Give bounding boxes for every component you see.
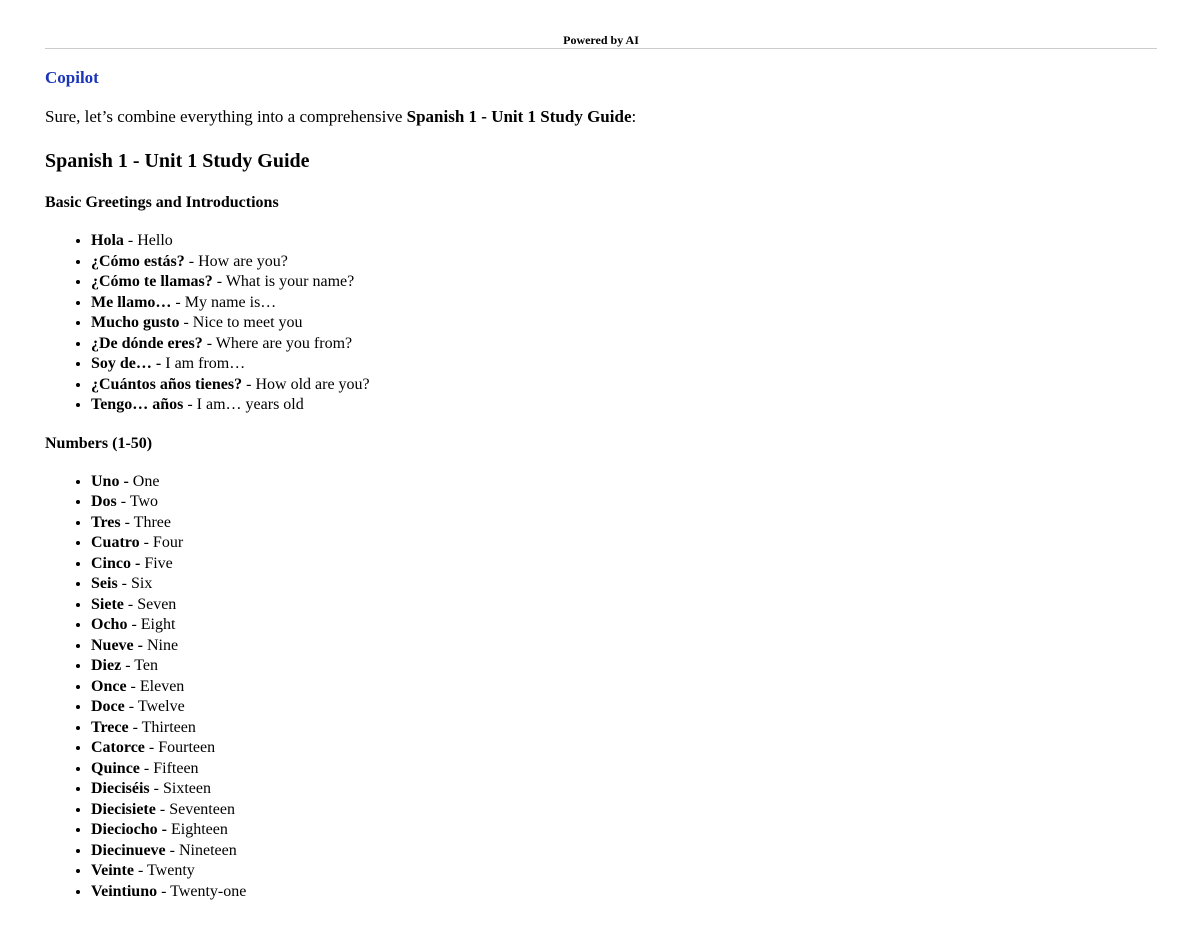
copilot-label: Copilot — [45, 68, 99, 87]
vocab-separator: - — [242, 375, 256, 393]
vocab-term: Dieciocho - — [91, 821, 167, 838]
vocab-term: Ocho — [91, 616, 128, 633]
vocab-item — [91, 656, 1157, 677]
vocab-item — [91, 841, 1157, 862]
vocab-meaning: I am from… — [165, 355, 246, 372]
powered-by-header: Powered by AI — [45, 0, 1157, 49]
vocab-item — [91, 395, 1157, 416]
vocab-separator: - — [116, 493, 130, 510]
vocab-term: Diez — [91, 657, 122, 674]
vocab-term: Quince — [91, 759, 140, 777]
vocab-separator: - — [171, 293, 185, 311]
vocab-meaning: How old are you? — [255, 375, 370, 393]
vocab-separator: - — [124, 698, 138, 715]
vocab-separator: - — [133, 862, 148, 879]
vocab-item — [91, 738, 1157, 759]
vocab-separator: - — [121, 657, 135, 674]
vocab-meaning: Five — [144, 554, 173, 572]
vocab-term: Cinco - — [91, 554, 141, 572]
vocab-term: Trece — [91, 718, 129, 736]
vocab-meaning: Nineteen — [178, 841, 237, 859]
vocab-term: Doce — [91, 698, 125, 715]
numbers-list — [45, 472, 1157, 903]
greetings-list — [45, 231, 1157, 416]
vocab-meaning: I am… years old — [196, 396, 304, 413]
vocab-separator: - — [127, 616, 141, 633]
vocab-meaning: Ten — [134, 657, 159, 674]
vocab-item — [91, 636, 1157, 657]
vocab-meaning: One — [132, 472, 160, 490]
vocab-term: ¿Cómo te llamas? — [91, 273, 213, 290]
vocab-term: Dos — [91, 493, 117, 510]
vocab-term: Veintiuno — [91, 882, 158, 900]
vocab-term: Seis — [91, 575, 118, 592]
vocab-item — [91, 595, 1157, 616]
vocab-item — [91, 313, 1157, 334]
vocab-meaning: My name is… — [184, 293, 277, 311]
vocab-term: ¿Cómo estás? — [91, 252, 185, 270]
vocab-item — [91, 615, 1157, 636]
vocab-separator: - — [120, 513, 134, 531]
vocab-item — [91, 882, 1157, 903]
vocab-item — [91, 574, 1157, 595]
section-title-numbers: Numbers (1-50) — [45, 434, 153, 452]
vocab-meaning: Eleven — [139, 677, 185, 695]
vocab-item — [91, 375, 1157, 396]
vocab-separator: - — [165, 841, 179, 859]
vocab-term: Diecisiete — [91, 800, 156, 818]
vocab-meaning: Thirteen — [141, 718, 196, 736]
vocab-term: Dieciséis — [91, 780, 150, 797]
vocab-meaning: Twenty — [147, 862, 195, 879]
vocab-item — [91, 472, 1157, 493]
vocab-separator: - — [155, 800, 170, 818]
vocab-separator: - — [139, 759, 154, 777]
vocab-separator: - — [144, 739, 159, 756]
vocab-term: Soy de… - — [91, 355, 162, 372]
vocab-term: Nueve - — [91, 636, 143, 654]
vocab-item — [91, 554, 1157, 575]
vocab-separator: - — [123, 595, 138, 613]
vocab-meaning: Eighteen — [170, 821, 228, 838]
vocab-item — [91, 492, 1157, 513]
vocab-item — [91, 697, 1157, 718]
vocab-meaning: Two — [129, 493, 159, 510]
vocab-item — [91, 272, 1157, 293]
vocab-separator: - — [123, 232, 138, 249]
vocab-separator: - — [212, 273, 226, 290]
vocab-term: Once — [91, 677, 127, 695]
vocab-term: Diecinueve — [91, 841, 166, 859]
vocab-term: ¿De dónde eres? — [91, 334, 203, 352]
vocab-meaning: Where are you from? — [215, 334, 353, 352]
vocab-meaning: Twelve — [137, 698, 185, 715]
vocab-item — [91, 861, 1157, 882]
vocab-meaning: How are you? — [198, 252, 288, 270]
vocab-separator: - — [202, 334, 216, 352]
intro-prefix: Sure, let’s combine everything into a comprehensive — [45, 107, 407, 126]
vocab-item — [91, 293, 1157, 314]
intro-paragraph — [45, 107, 1157, 127]
vocab-item — [91, 354, 1157, 375]
vocab-meaning: Fifteen — [153, 759, 199, 777]
vocab-item — [91, 800, 1157, 821]
vocab-term: Tengo… años — [91, 396, 184, 413]
vocab-item — [91, 677, 1157, 698]
vocab-item — [91, 533, 1157, 554]
vocab-meaning: Six — [131, 575, 153, 592]
vocab-meaning: Eight — [140, 616, 176, 633]
vocab-item — [91, 759, 1157, 780]
vocab-item — [91, 820, 1157, 841]
vocab-term: Catorce — [91, 739, 145, 756]
vocab-term: Siete — [91, 595, 124, 613]
vocab-item — [91, 779, 1157, 800]
vocab-meaning: Fourteen — [158, 739, 216, 756]
vocab-meaning: Twenty-one — [170, 882, 247, 900]
vocab-separator: - — [117, 575, 131, 592]
vocab-term: Me llamo… — [91, 293, 172, 311]
vocab-term: Mucho gusto — [91, 314, 180, 331]
vocab-item — [91, 513, 1157, 534]
vocab-item — [91, 334, 1157, 355]
intro-bold-title: Spanish 1 - Unit 1 Study Guide — [406, 107, 632, 126]
vocab-separator: - — [183, 396, 197, 413]
vocab-term: ¿Cuántos años tienes? — [91, 375, 243, 393]
vocab-separator: - — [128, 718, 142, 736]
intro-suffix: : — [631, 107, 637, 126]
vocab-term: Cuatro — [91, 534, 140, 551]
vocab-item — [91, 231, 1157, 252]
vocab-meaning: Sixteen — [162, 780, 211, 797]
vocab-meaning: Hello — [137, 232, 173, 249]
vocab-separator: - — [126, 677, 140, 695]
vocab-meaning: Nice to meet you — [192, 314, 303, 331]
vocab-meaning: What is your name? — [225, 273, 355, 290]
vocab-term: Hola — [91, 232, 124, 249]
vocab-meaning: Three — [133, 513, 171, 531]
vocab-separator: - — [139, 534, 153, 551]
vocab-meaning: Seven — [137, 595, 177, 613]
vocab-meaning: Nine — [146, 636, 179, 654]
section-title-greetings: Basic Greetings and Introductions — [45, 194, 279, 211]
vocab-term: Veinte — [91, 862, 134, 879]
vocab-meaning: Seventeen — [169, 800, 235, 818]
vocab-separator: - — [184, 252, 199, 270]
vocab-item — [91, 718, 1157, 739]
vocab-term: Tres — [91, 513, 121, 531]
vocab-separator: - — [149, 780, 163, 797]
vocab-separator: - — [179, 314, 193, 331]
vocab-meaning: Four — [152, 534, 184, 551]
guide-title: Spanish 1 - Unit 1 Study Guide — [45, 150, 310, 172]
document-page — [45, 0, 1157, 902]
vocab-separator: - — [157, 882, 171, 900]
vocab-term: Uno - — [91, 472, 129, 490]
vocab-item — [91, 252, 1157, 273]
